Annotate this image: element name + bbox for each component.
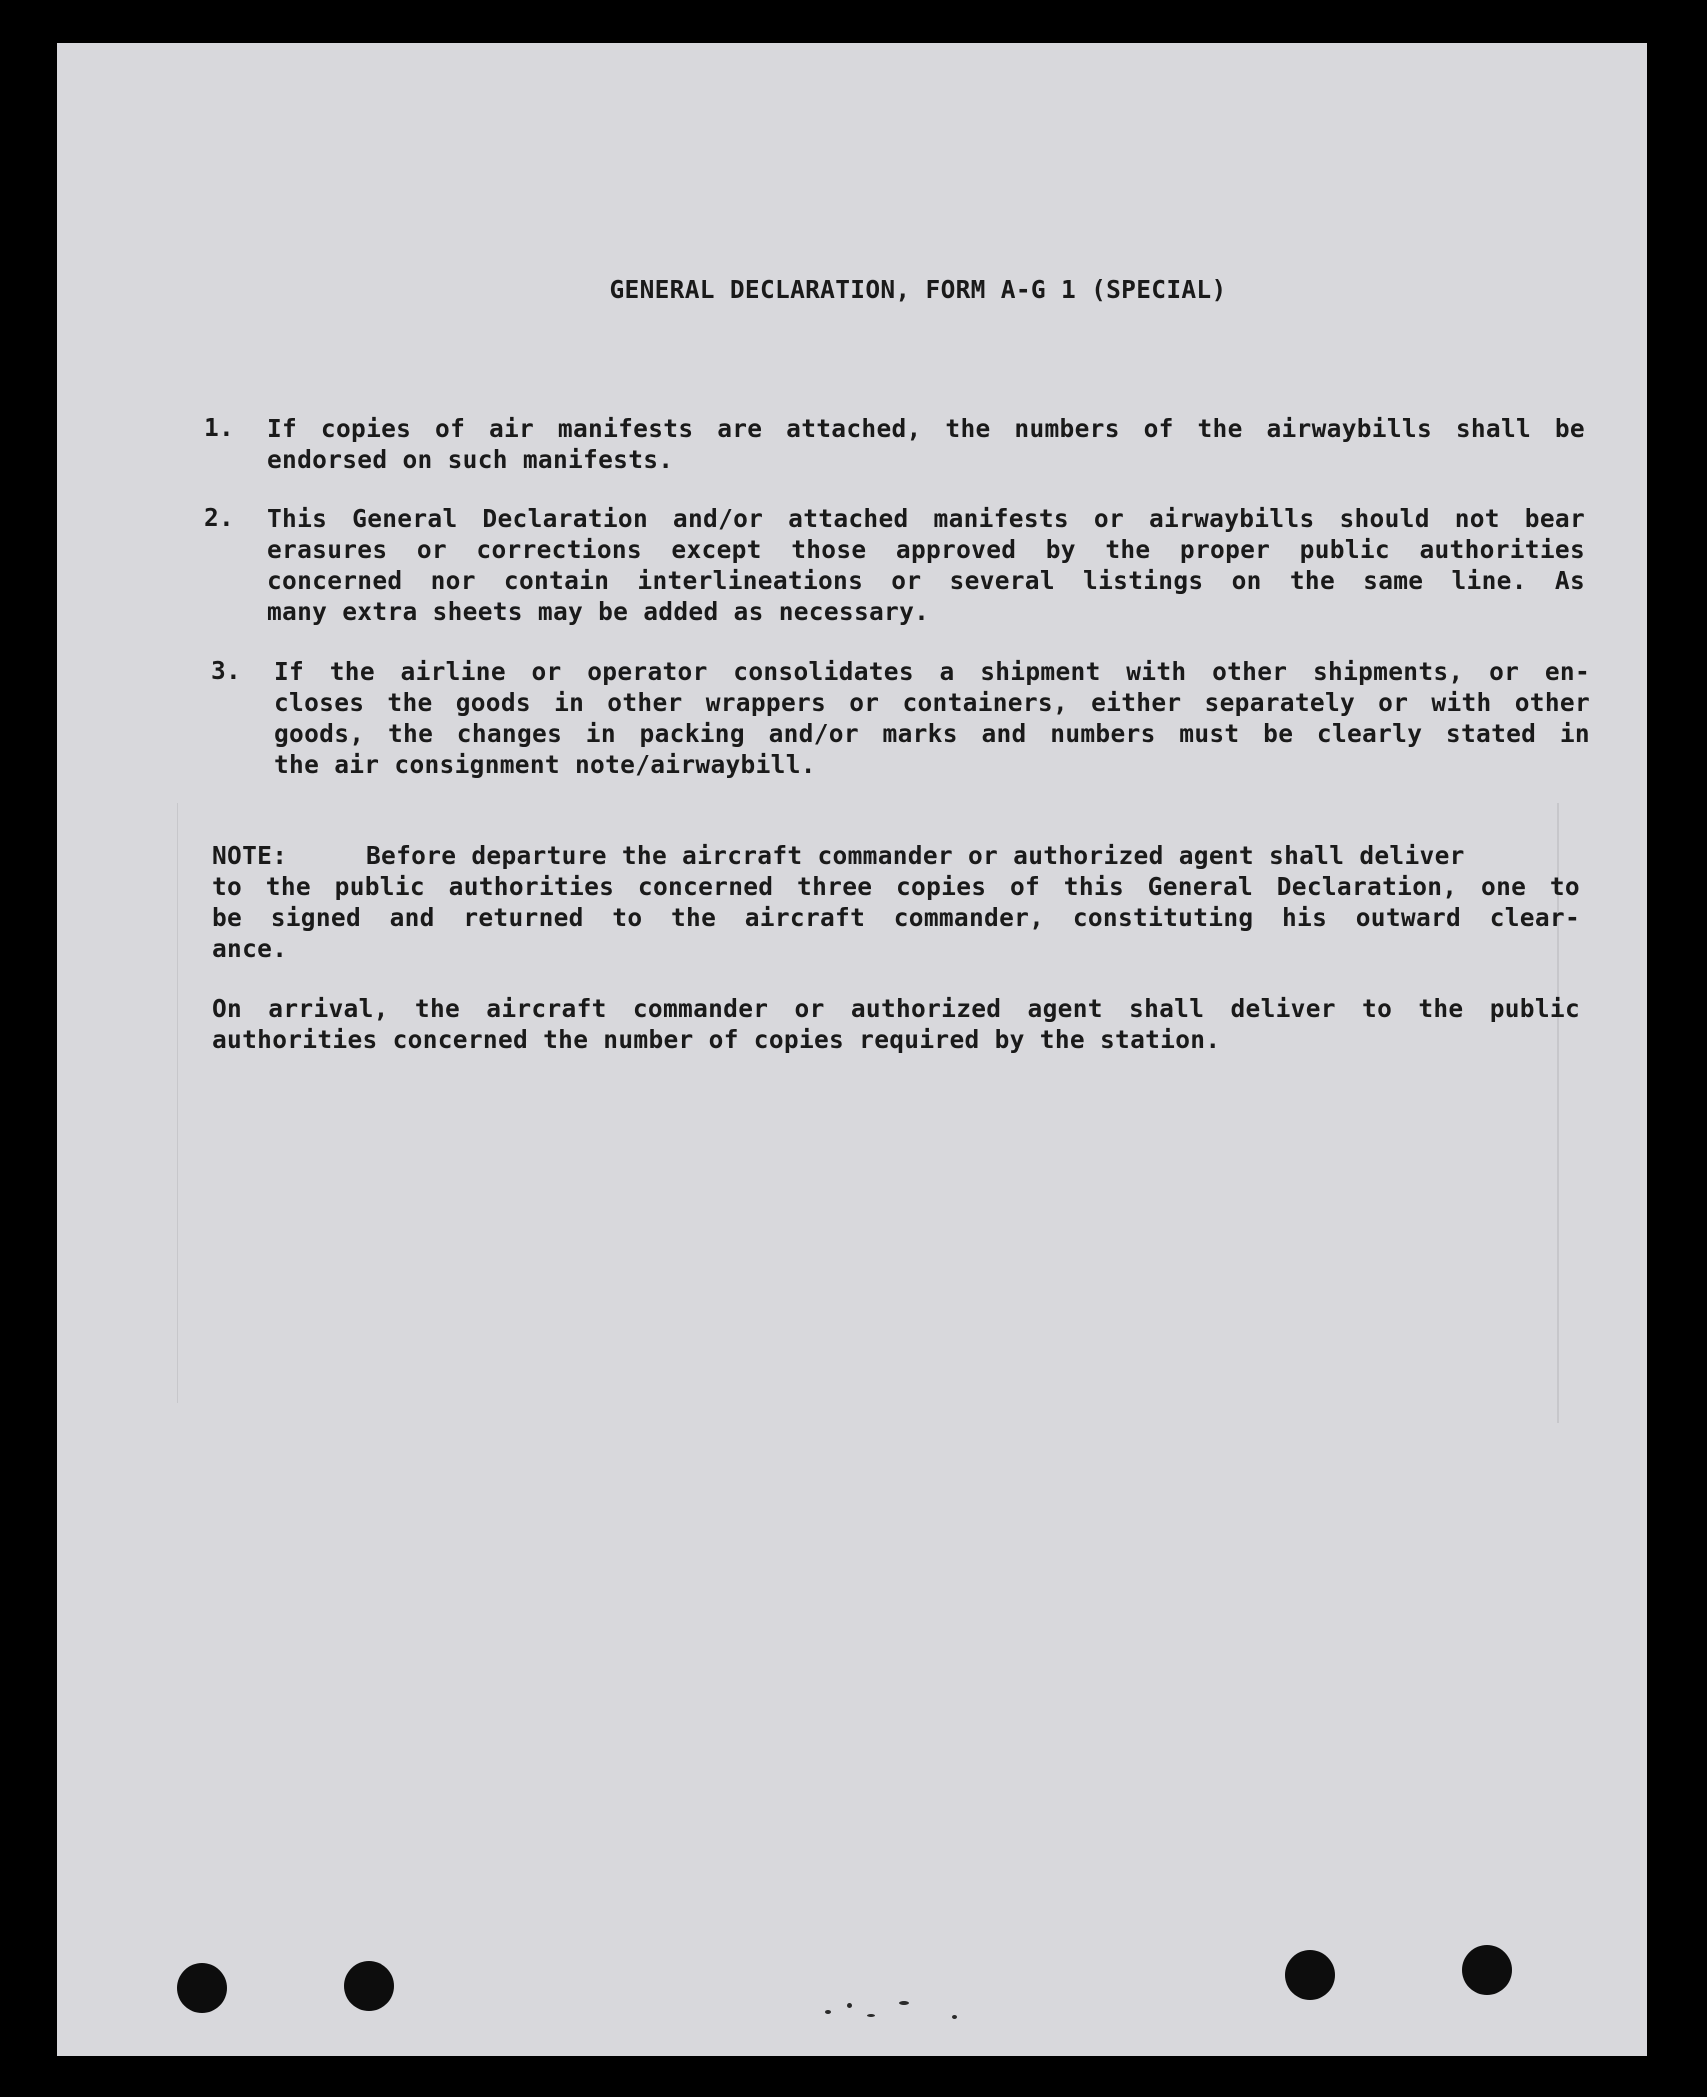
punch-hole (1462, 1945, 1512, 1995)
item-line: This General Declaration and/or attached manifests or airwaybills should not bear (267, 504, 1585, 533)
ink-speck (899, 2001, 909, 2005)
item-body (274, 656, 1590, 780)
ink-speck (952, 2015, 957, 2019)
arrival-line: authorities concerned the number of copies required by the station. (212, 1025, 1221, 1054)
item-number: 1. (204, 413, 235, 442)
item-line: many extra sheets may be added as necessary. (267, 597, 930, 626)
note-label: NOTE: (212, 841, 288, 870)
document-page (57, 43, 1647, 2056)
note-line: to the public authorities concerned three copies of this General Declaration, one to (212, 872, 1580, 901)
item-line: goods, the changes in packing and/or marks and numbers must be clearly stated in (274, 719, 1590, 748)
item-line: erasures or corrections except those approved by the proper public authorities (267, 535, 1585, 564)
item-body (267, 503, 1585, 627)
item-line: If the airline or operator consolidates a shipment with other shipments, or en- (274, 657, 1590, 686)
document-title: GENERAL DECLARATION, FORM A-G 1 (SPECIAL) (609, 275, 1227, 304)
item-line: endorsed on such manifests. (267, 445, 674, 474)
ink-speck (825, 2010, 831, 2014)
item-line: the air consignment note/airwaybill. (274, 750, 816, 779)
item-number: 3. (211, 656, 242, 685)
note-line: Before departure the aircraft commander or authorized agent shall deliver (366, 841, 1465, 870)
note-first-line (212, 840, 1580, 871)
item-body (267, 413, 1585, 475)
item-line: If copies of air manifests are attached, the numbers of the airwaybills shall be (267, 414, 1585, 443)
item-number: 2. (204, 503, 235, 532)
item-line: concerned nor contain interlineations or several listings on the same line. As (267, 566, 1585, 595)
arrival-paragraph (212, 993, 1580, 1055)
punch-hole (1285, 1950, 1335, 2000)
faint-margin-line (177, 803, 178, 1403)
item-line: closes the goods in other wrappers or containers, either separately or with other (274, 688, 1590, 717)
ink-speck (847, 2003, 852, 2008)
note-line: be signed and returned to the aircraft commander, constituting his outward clear- (212, 903, 1580, 932)
arrival-line: On arrival, the aircraft commander or authorized agent shall deliver to the public (212, 994, 1580, 1023)
note-paragraph (212, 840, 1580, 964)
ink-speck (867, 2014, 875, 2017)
note-line: ance. (212, 934, 288, 963)
punch-hole (344, 1961, 394, 2011)
punch-hole (177, 1963, 227, 2013)
